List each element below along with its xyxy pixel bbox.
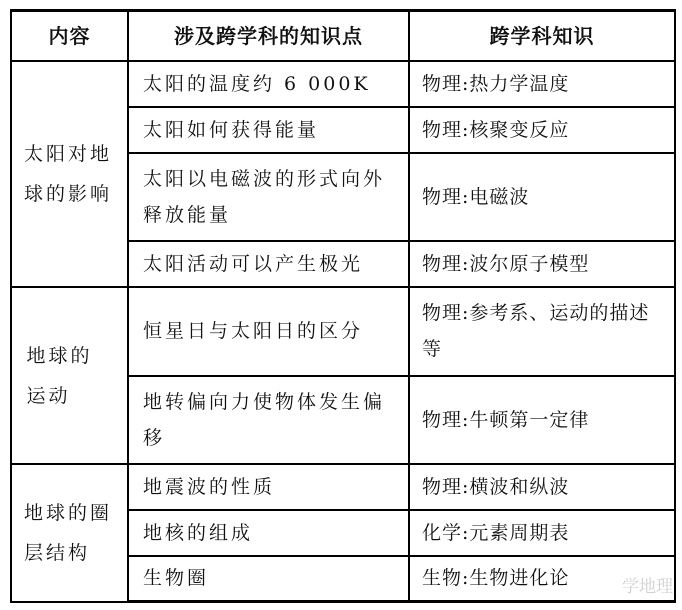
category-cell [11, 61, 128, 287]
cross-subject-knowledge: 物理:横波和纵波 [409, 464, 675, 510]
header-row [11, 11, 675, 62]
knowledge-point: 太阳的温度约 6 000K [128, 61, 409, 107]
category-cell [11, 287, 128, 464]
table-row [11, 464, 675, 510]
knowledge-point: 太阳如何获得能量 [128, 107, 409, 153]
category-label: 地球的圈层结构 [24, 501, 113, 564]
knowledge-table [10, 9, 676, 603]
category-label: 太阳对地球的影响 [24, 143, 113, 206]
cross-subject-knowledge: 生物:生物进化论 [409, 556, 675, 602]
cross-subject-knowledge: 化学:元素周期表 [409, 510, 675, 556]
cross-subject-knowledge: 物理:电磁波 [409, 153, 675, 241]
header-content: 内容 [11, 11, 128, 62]
category-cell [11, 464, 128, 601]
cross-subject-knowledge: 物理:参考系、运动的描述等 [409, 287, 675, 375]
knowledge-point: 太阳以电磁波的形式向外释放能量 [128, 153, 409, 241]
cross-subject-knowledge: 物理:牛顿第一定律 [409, 376, 675, 464]
table-row [11, 61, 675, 107]
knowledge-point: 地震波的性质 [128, 464, 409, 510]
watermark-text: 学地理 [622, 577, 673, 597]
knowledge-point: 地核的组成 [128, 510, 409, 556]
cross-subject-knowledge: 物理:核聚变反应 [409, 107, 675, 153]
knowledge-point: 太阳活动可以产生极光 [128, 241, 409, 287]
header-points: 涉及跨学科的知识点 [128, 11, 409, 62]
knowledge-point: 地转偏向力使物体发生偏移 [128, 376, 409, 464]
category-label: 地球的运动 [26, 344, 93, 407]
knowledge-point: 恒星日与太阳日的区分 [128, 287, 409, 375]
knowledge-point: 生物圈 [128, 556, 409, 602]
cross-subject-knowledge: 物理:热力学温度 [409, 61, 675, 107]
table-row [11, 287, 675, 375]
header-knowledge: 跨学科知识 [409, 11, 675, 62]
cross-subject-knowledge: 物理:波尔原子模型 [409, 241, 675, 287]
